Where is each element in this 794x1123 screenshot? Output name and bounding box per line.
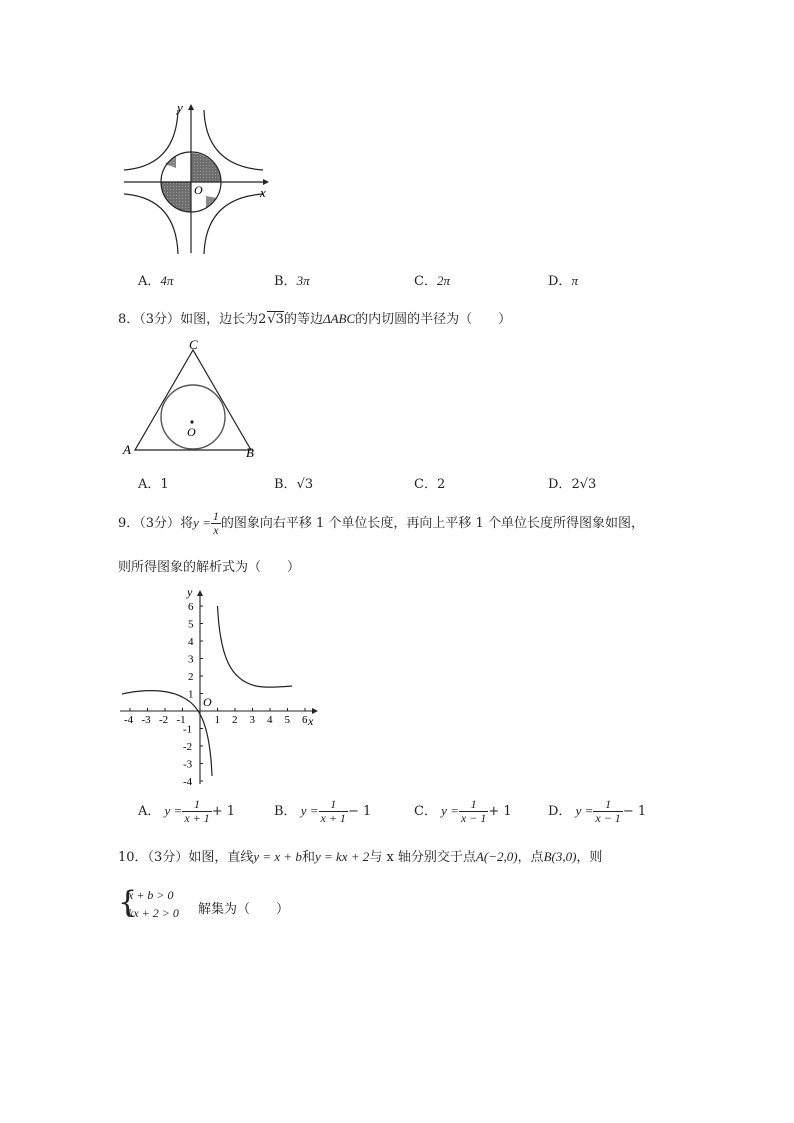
x-tick-label: -3: [141, 714, 151, 726]
q7-figure: [118, 98, 278, 258]
y-axis-label: y: [177, 100, 183, 115]
q9-stem-line2: 则所得图象的解析式为（ ）: [118, 560, 301, 575]
y-tick-label: -2: [183, 741, 193, 753]
q8-option-d: D．2√3: [548, 477, 597, 492]
x-axis-label: x: [308, 714, 314, 728]
y-tick-label: 2: [188, 671, 194, 683]
vertex-c-label: C: [189, 337, 198, 352]
q8-stem: 8．（3分）如图，边长为2√3的等边ΔABC的内切圆的半径为（ ）: [118, 311, 512, 327]
shaded-lens-q4: [206, 196, 217, 208]
q9-option-a: A． y = $\frac{1}{x + 1}$ + 1: [138, 797, 236, 825]
axis-tick-labels: [124, 601, 308, 786]
origin-label: O: [203, 695, 212, 709]
x-tick-label: 5: [284, 714, 290, 726]
x-tick-label: 1: [214, 714, 220, 726]
axis-ticks: [130, 606, 305, 781]
q9-option-b: B． y = $\frac{1}{x + 1}$ − 1: [274, 797, 372, 825]
q10-stem: 10．（3分）如图，直线y = x + b和y = kx + 2与 x 轴分别交于点A(−2,0)，点B(3,0)，则: [118, 849, 603, 865]
x-axis-label: x: [260, 185, 266, 200]
shaded-lens-q2: [165, 156, 176, 168]
y-tick-label: 3: [188, 653, 194, 666]
x-tick-label: 4: [267, 714, 273, 726]
y-tick-label: 6: [188, 601, 194, 613]
graph-branch-left: [122, 688, 212, 776]
y-tick-label: 5: [188, 618, 194, 631]
q10-answer-prompt: 解集为（ ）: [198, 902, 290, 917]
incenter-label: O: [187, 425, 196, 439]
x-tick-label: 2: [232, 714, 238, 726]
inequality-1: x + b > 0: [128, 888, 174, 902]
q9-figure: [114, 586, 324, 786]
q8-option-b: B．√3: [274, 477, 314, 492]
origin-label: O: [194, 183, 203, 197]
vertex-a-label: A: [123, 442, 131, 457]
x-tick-label: 6: [302, 714, 308, 726]
x-tick-label: 3: [249, 714, 255, 726]
x-tick-label: -2: [159, 714, 169, 726]
q8-figure: [118, 334, 268, 460]
q7-option-d: D．π: [548, 273, 578, 289]
x-tick-label: -1: [176, 714, 186, 726]
q8-option-c: C．2: [414, 477, 446, 492]
incenter-point: [190, 420, 193, 423]
inequality-2: kx + 2 > 0: [128, 906, 179, 920]
q7-option-a: A．4π: [138, 273, 174, 289]
incircle: [161, 385, 225, 449]
q8-option-a: A．1: [138, 477, 169, 492]
y-axis-label: y: [187, 586, 193, 599]
q9-stem-line1: 9．（3分）将y = $\frac{1}{x}$ 的图象向右平移 1 个单位长度，再向上平移 1 个单位长度所得图象如图，: [118, 509, 644, 537]
q7-option-b: B．3π: [274, 273, 310, 289]
y-tick-label: -3: [183, 758, 193, 771]
x-tick-label: -4: [124, 714, 134, 726]
graph-branch-right: [218, 606, 293, 687]
y-tick-label: -1: [183, 723, 193, 736]
y-tick-label: 1: [188, 688, 194, 701]
y-tick-label: 4: [188, 636, 194, 648]
q9-option-d: D． y = $\frac{1}{x - 1}$ − 1: [548, 797, 647, 825]
y-tick-label: -4: [183, 776, 193, 786]
q7-option-c: C．2π: [414, 273, 450, 289]
q9-option-c: C． y = $\frac{1}{x - 1}$ + 1: [414, 797, 512, 825]
vertex-b-label: B: [246, 445, 254, 460]
